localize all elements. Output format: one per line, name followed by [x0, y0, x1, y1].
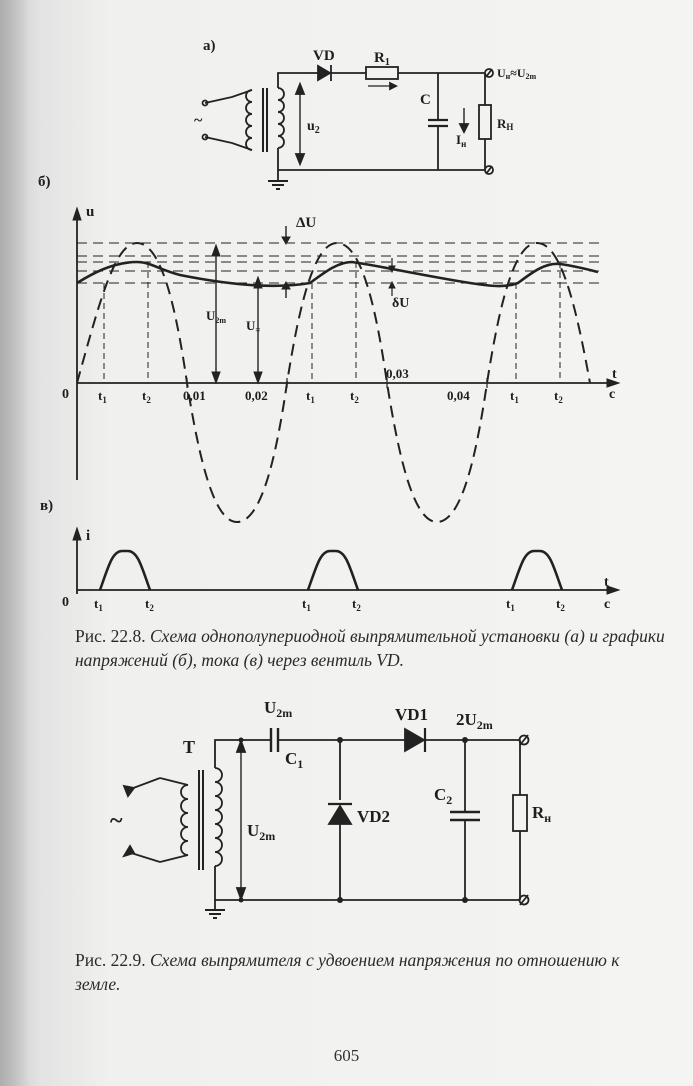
axis-i-label: i	[86, 528, 91, 544]
fig-22-8b-plot	[73, 208, 619, 522]
r1-sub: 1	[384, 57, 390, 68]
un-label: U	[497, 66, 506, 80]
fig-22-8a-circuit	[203, 65, 494, 189]
u-avg-label: U	[246, 318, 256, 333]
t2-label-b-3: t	[554, 388, 559, 403]
axis-t-label-b: t	[612, 367, 617, 382]
tick-label-001: 0,01	[183, 388, 206, 403]
t1-label-v-2: t	[302, 596, 307, 611]
svg-text:t1	[510, 388, 519, 405]
t1-label-b-1: t	[98, 388, 103, 403]
svg-text:в)	[40, 498, 53, 514]
fig-22-8-caption-text: Схема однополупериодной выпрямительной установки (а) и графики напряжений (б), тока (в) через вентиль VD.	[75, 626, 665, 670]
u-avg-sub: =	[255, 325, 261, 335]
t2-sub-v-2: 2	[356, 603, 361, 613]
junction-dot-1	[337, 737, 343, 743]
svg-text:t1	[302, 596, 311, 613]
c1-sub: 1	[297, 757, 304, 771]
fig-22-9-caption-num: Рис. 22.9.	[75, 950, 146, 970]
junction-dot-3	[337, 897, 343, 903]
fig-22-9-caption	[75, 948, 665, 996]
u2m-out-sub: 2m	[476, 718, 493, 732]
svg-text:T	[183, 737, 195, 757]
u2m-side-label: U	[247, 821, 260, 840]
t1-sub-v-3: 1	[510, 603, 515, 613]
t2-label-v-2: t	[352, 596, 357, 611]
svg-text:u	[86, 204, 94, 220]
unit-c-label-b: c	[609, 387, 616, 402]
t2-sub-b-1: 2	[146, 395, 151, 405]
svg-text:R1	[374, 50, 390, 68]
axis-u-label: u	[86, 204, 95, 220]
u2m-sub-a: 2m	[525, 72, 537, 81]
u2m-label-b: U	[206, 308, 216, 323]
tick-label-004: 0,04	[447, 388, 470, 403]
ih-label: I	[456, 132, 462, 147]
svg-text:C1	[285, 749, 303, 771]
svg-text:2U2m	[456, 710, 493, 732]
svg-text:VD	[313, 48, 335, 64]
rh-label: R	[497, 116, 507, 131]
t1-label-v-3: t	[506, 596, 511, 611]
svg-text:а)	[203, 38, 216, 54]
junction-dot-5	[239, 738, 244, 743]
unit-c-label-v: c	[604, 597, 611, 612]
svg-text:0,02	[245, 388, 268, 403]
t2-sub-v-3: 2	[560, 603, 565, 613]
svg-text:t	[612, 367, 617, 382]
svg-text:c	[609, 387, 615, 402]
svg-text:t1	[306, 388, 315, 405]
fig-b-label: б)	[38, 174, 51, 190]
svg-text:t1	[98, 388, 107, 405]
u2m-out-label: 2U	[456, 710, 477, 729]
junction-dot-6	[239, 898, 244, 903]
svg-text:б)	[38, 174, 51, 190]
t1-sub-v-2: 1	[306, 603, 311, 613]
svg-text:0,01	[183, 388, 206, 403]
svg-text:t2	[554, 388, 563, 405]
svg-text:0	[62, 387, 69, 402]
svg-text:i	[86, 528, 90, 544]
t1-sub-v-1: 1	[98, 603, 103, 613]
svg-text:C	[420, 92, 431, 108]
rn-sub: н	[544, 811, 552, 825]
t1-sub-b-3: 1	[514, 395, 519, 405]
fig-v-label: в)	[40, 498, 54, 514]
c-label: C	[420, 92, 431, 108]
u2m-label-a: U	[516, 66, 526, 80]
fig-22-8-caption-num: Рис. 22.8.	[75, 626, 146, 646]
t2-label-b-1: t	[142, 388, 147, 403]
u2-label: u	[307, 119, 315, 134]
approx-sign: ≈	[510, 66, 517, 80]
u2-sub: 2	[314, 125, 320, 136]
svg-text:ΔU	[296, 215, 316, 231]
t2-label-b-2: t	[350, 388, 355, 403]
svg-text:VD1	[395, 705, 428, 724]
c1-label: C	[285, 749, 298, 768]
vd1-label: VD1	[395, 705, 429, 724]
t1-sub-b-1: 1	[102, 395, 107, 405]
svg-text:0,04	[447, 388, 470, 403]
svg-text:~	[194, 112, 203, 129]
t2-sub-v-1: 2	[149, 603, 154, 613]
svg-text:Iн	[456, 132, 466, 149]
tick-label-002: 0,02	[245, 388, 268, 403]
svg-text:0,03	[386, 366, 409, 381]
ac-source-tilde-9: ~	[110, 808, 123, 834]
t1-label-b-2: t	[306, 388, 311, 403]
svg-text:t1	[94, 596, 103, 613]
u2m-top-sub: 2m	[276, 706, 293, 720]
svg-text:t2	[352, 596, 361, 613]
u2m-side-sub: 2m	[259, 829, 276, 843]
un-sub: н	[505, 72, 511, 81]
junction-dot-2	[462, 737, 468, 743]
svg-text:~	[110, 808, 123, 834]
svg-text:C2	[434, 785, 452, 807]
c2-label: C	[434, 785, 447, 804]
page-number: 605	[333, 1046, 360, 1065]
t1-label-b-3: t	[510, 388, 515, 403]
svg-text:U2m	[247, 821, 275, 843]
svg-text:VD2	[357, 807, 390, 826]
svg-text:Uн≈U2m	[497, 66, 537, 81]
svg-text:0	[62, 595, 69, 610]
t2-label-v-3: t	[556, 596, 561, 611]
svg-text:c	[604, 597, 610, 612]
svg-text:Rн	[532, 803, 551, 825]
ac-source-tilde-a: ~	[194, 112, 203, 129]
rn-label: R	[532, 803, 545, 822]
svg-text:t2	[142, 388, 151, 405]
t1-label-v-1: t	[94, 596, 99, 611]
t2-sub-b-2: 2	[354, 395, 359, 405]
svg-text:t2	[556, 596, 565, 613]
fig-22-9-caption-text: Схема выпрямителя с удвоением напряжения по отношению к земле.	[75, 950, 620, 994]
rh-sub: Н	[506, 122, 514, 132]
svg-text:t2	[145, 596, 154, 613]
svg-text:u2	[307, 119, 320, 136]
fig-22-8v-plot	[73, 528, 619, 594]
svg-text:U2m	[264, 698, 292, 720]
origin-label-v: 0	[62, 595, 69, 610]
svg-text:t1	[506, 596, 515, 613]
delta-u-big-label: ΔU	[296, 215, 317, 231]
fig-22-8-caption	[75, 624, 665, 672]
svg-text:δU	[392, 296, 409, 311]
u2m-top-label: U	[264, 698, 277, 717]
origin-label-b: 0	[62, 387, 69, 402]
axis-t-label-v: t	[604, 575, 609, 590]
delta-u-small-label: δU	[392, 296, 410, 311]
svg-text:t2	[350, 388, 359, 405]
fig-a-label: а)	[203, 38, 216, 54]
ih-sub: н	[461, 139, 467, 149]
transformer-t-label: T	[183, 737, 196, 757]
t1-sub-b-2: 1	[310, 395, 315, 405]
c2-sub: 2	[446, 793, 453, 807]
junction-dot-4	[462, 897, 468, 903]
vd-label: VD	[313, 48, 335, 64]
svg-text:RН	[497, 116, 513, 132]
r1-label: R	[374, 50, 385, 66]
t2-sub-b-3: 2	[558, 395, 563, 405]
u2m-sub-b: 2m	[215, 316, 227, 325]
tick-label-003: 0,03	[386, 366, 409, 381]
svg-text:t	[604, 575, 609, 590]
vd2-label: VD2	[357, 807, 391, 826]
t2-label-v-1: t	[145, 596, 150, 611]
